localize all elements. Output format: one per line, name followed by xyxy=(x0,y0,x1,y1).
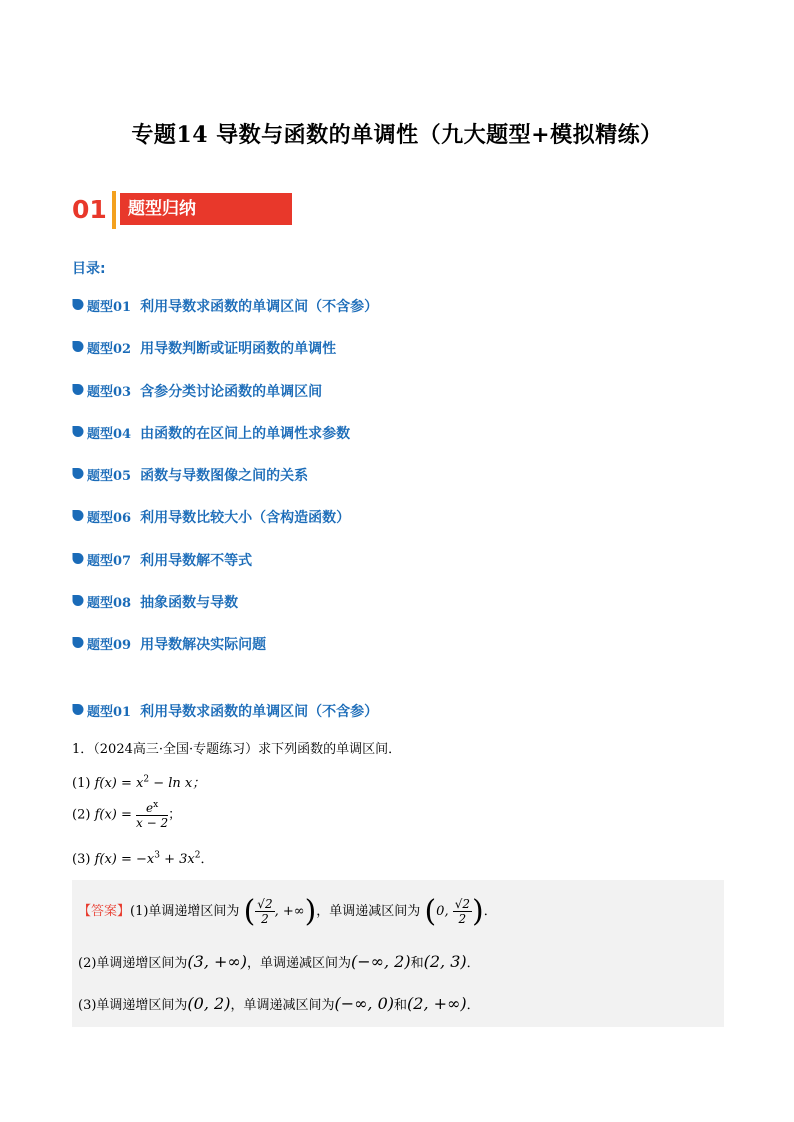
interval: (−∞, 2) xyxy=(351,952,411,971)
toc-item[interactable] xyxy=(72,550,378,592)
question-part-2 xyxy=(72,800,181,830)
fraction xyxy=(453,897,472,926)
paren-close: ) xyxy=(472,894,484,929)
answer-text: ，单调递减区间为 xyxy=(230,998,335,1013)
punctuation: ． xyxy=(466,956,480,971)
answer-line-1 xyxy=(78,894,497,929)
fraction xyxy=(255,897,274,926)
exponent: x xyxy=(153,800,159,810)
section-label: 题型归纳 xyxy=(120,193,292,225)
math-expr: f(x) = x xyxy=(94,776,144,791)
interval: (0, 2) xyxy=(187,994,231,1013)
interval: (2, +∞) xyxy=(407,994,467,1013)
part-label: (1) xyxy=(72,776,91,791)
answer-text: 和 xyxy=(394,998,408,1013)
toc-item[interactable] xyxy=(72,465,378,507)
denominator: 2 xyxy=(261,912,269,926)
interval-tail: , +∞ xyxy=(274,904,305,919)
toc-heading: 目录: xyxy=(72,261,106,277)
pin-icon xyxy=(72,468,84,480)
answer-text: (2)单调递增区间为 xyxy=(78,956,188,971)
pin-icon xyxy=(72,426,84,438)
page-title: 专题14 导数与函数的单调性（九大题型+模拟精练） xyxy=(131,122,663,148)
pin-icon xyxy=(72,341,84,353)
exponent: 2 xyxy=(194,850,201,861)
toc-item-tag: 题型03 xyxy=(87,384,132,400)
math-expr: − ln x； xyxy=(149,776,206,791)
part-label: (2) xyxy=(72,807,91,823)
toc-item[interactable] xyxy=(72,423,378,465)
toc-item-tag: 题型04 xyxy=(87,426,132,442)
answer-line-2 xyxy=(78,952,480,971)
punctuation: ． xyxy=(466,998,480,1013)
type01-title: 利用导数求函数的单调区间（不含参） xyxy=(140,704,379,720)
toc-list xyxy=(72,296,378,677)
toc-item-tag: 题型02 xyxy=(87,342,132,358)
toc-item[interactable] xyxy=(72,381,378,423)
question-stem: 1．（2024高三·全国·专题练习）求下列函数的单调区间． xyxy=(72,742,402,757)
fraction xyxy=(136,800,168,830)
pin-icon xyxy=(72,595,84,607)
section-divider xyxy=(112,191,116,229)
toc-item-text: 利用导数解不等式 xyxy=(140,552,253,569)
punctuation: ； xyxy=(168,807,182,823)
toc-item[interactable] xyxy=(72,634,378,676)
toc-item-tag: 题型06 xyxy=(87,511,132,527)
type01-heading xyxy=(72,701,378,721)
toc-item-tag: 题型09 xyxy=(87,638,132,654)
toc-item-text: 用导数判断或证明函数的单调性 xyxy=(140,341,337,358)
math-expr: f(x) = xyxy=(94,807,132,823)
pin-icon xyxy=(72,384,84,396)
toc-item-text: 利用导数求函数的单调区间（不含参） xyxy=(140,299,379,315)
toc-item-tag: 题型01 xyxy=(87,300,132,315)
paren-open: ( xyxy=(243,894,256,929)
toc-item-tag: 题型05 xyxy=(87,469,132,485)
answer-text: (1)单调递增区间为 xyxy=(130,904,240,919)
part-label: (3) xyxy=(72,852,91,867)
answer-tag: 【答案】 xyxy=(78,904,131,919)
pin-icon xyxy=(72,704,84,716)
numerator xyxy=(136,800,168,816)
toc-item-text: 含参分类讨论函数的单调区间 xyxy=(140,383,323,400)
pin-icon xyxy=(72,637,84,649)
denominator: 2 xyxy=(458,912,467,926)
toc-item-text: 利用导数比较大小（含构造函数） xyxy=(140,510,351,527)
punctuation: ． xyxy=(200,852,214,867)
type01-tag: 题型01 xyxy=(87,705,132,720)
toc-item[interactable] xyxy=(72,338,378,380)
interval: (2, 3) xyxy=(423,952,467,971)
answer-text: 和 xyxy=(410,956,424,971)
answer-line-3 xyxy=(78,994,480,1013)
section-number: 01 xyxy=(72,195,107,224)
pin-icon xyxy=(72,299,84,311)
interval-head: 0, xyxy=(436,904,453,919)
interval: (3, +∞) xyxy=(187,952,247,971)
toc-item-text: 用导数解决实际问题 xyxy=(140,637,267,654)
toc-item-text: 函数与导数图像之间的关系 xyxy=(140,468,309,485)
toc-item-text: 抽象函数与导数 xyxy=(140,595,239,612)
answer-text: (3)单调递增区间为 xyxy=(78,998,188,1013)
math-expr: f(x) = −x xyxy=(94,852,155,867)
math-expr: + 3x xyxy=(159,852,195,867)
answer-box xyxy=(72,880,724,1027)
exponent: 2 xyxy=(143,774,150,785)
pin-icon xyxy=(72,553,84,565)
question-part-3 xyxy=(72,848,213,867)
toc-item-tag: 题型07 xyxy=(87,553,132,569)
toc-item[interactable] xyxy=(72,296,378,338)
paren-close: ) xyxy=(304,894,317,929)
interval: (−∞, 0) xyxy=(334,994,395,1013)
paren-open: ( xyxy=(424,894,437,929)
answer-text: ，单调递减区间为 xyxy=(316,904,421,919)
question-part-1 xyxy=(72,772,205,791)
base: e xyxy=(145,801,154,815)
exponent: 3 xyxy=(154,850,160,861)
toc-item-text: 由函数的在区间上的单调性求参数 xyxy=(140,425,351,442)
numerator: √2 xyxy=(454,897,470,911)
pin-icon xyxy=(72,510,84,522)
toc-item[interactable] xyxy=(72,507,378,549)
toc-item[interactable] xyxy=(72,592,378,634)
punctuation: ． xyxy=(483,904,497,919)
denominator: x − 2 xyxy=(136,816,169,830)
numerator: √2 xyxy=(257,897,273,911)
toc-item-tag: 题型08 xyxy=(87,596,132,612)
answer-text: ，单调递减区间为 xyxy=(247,956,352,971)
